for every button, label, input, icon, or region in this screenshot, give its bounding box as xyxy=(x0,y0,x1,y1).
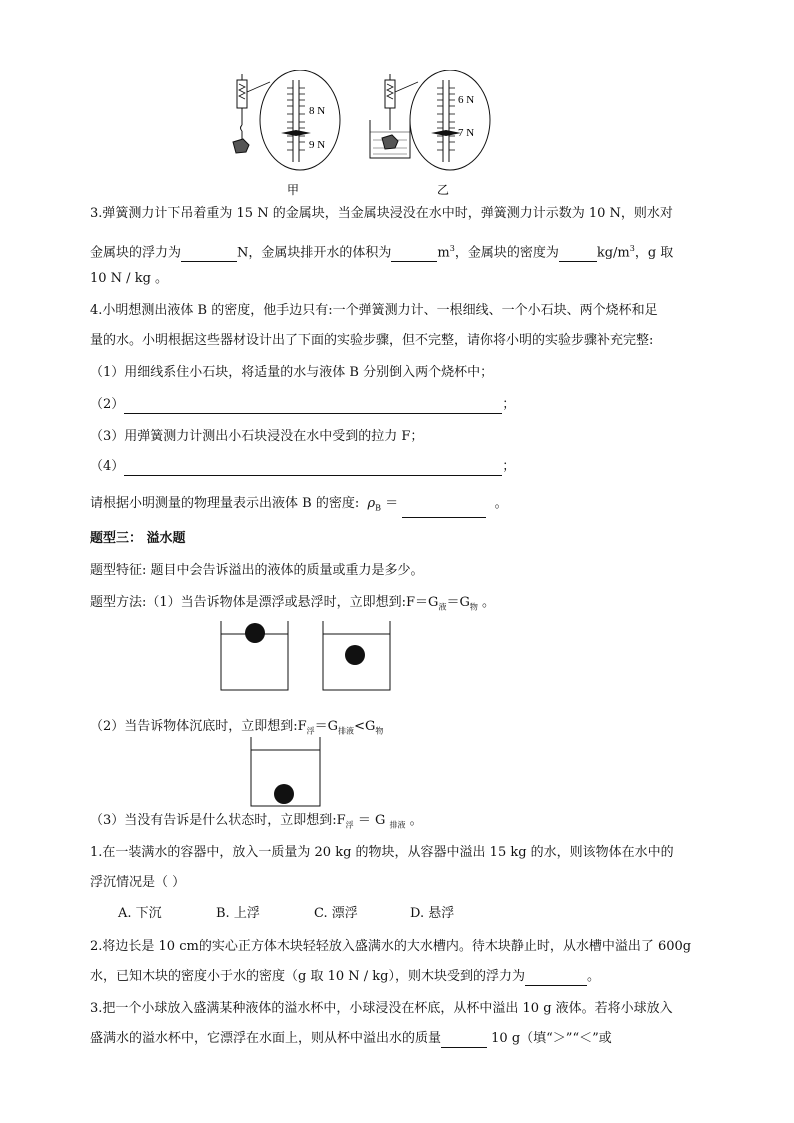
scale-left-9n: 9 N xyxy=(309,139,326,151)
q4-answer-line: 请根据小明测量的物理量表示出液体 B 的密度: $\rho_B$ ＝ 。 xyxy=(90,495,508,518)
q4-step2: （2） ； xyxy=(90,397,516,412)
stone-right xyxy=(382,135,398,149)
label-jia: 甲 xyxy=(287,183,300,197)
q3-line3: 10 N / kg 。 xyxy=(90,271,169,286)
container-floating xyxy=(220,620,290,692)
p2-line1: 2.将边长是 10 cm的实心正方体木块轻轻放入盛满水的大水槽内。待木块静止时，从水槽中溢出了 600g xyxy=(90,939,692,954)
option-a[interactable]: A. 下沉 xyxy=(118,906,162,921)
option-c[interactable]: C. 漂浮 xyxy=(314,906,358,921)
spring-scale-right xyxy=(385,80,395,108)
q4-line1: 4.小明想测出液体 B 的密度，他手边只有:一个弹簧测力计、一根细线、一个小石块、两个烧杯和足 xyxy=(90,303,658,318)
section-title: 题型三： 溢水题 xyxy=(90,531,186,546)
scale-right-7n: 7 N xyxy=(458,127,475,139)
ball-suspended xyxy=(345,645,365,665)
scale-right-6n: 6 N xyxy=(458,94,475,106)
q4-step4-blank[interactable] xyxy=(124,461,502,476)
pointer-left xyxy=(281,130,311,136)
pointer-right xyxy=(431,130,461,136)
section-method3: （3）当没有告诉是什么状态时，立即想到$:F_浮 = G$ $_{排液}$ 。 xyxy=(90,813,423,830)
label-yi: 乙 xyxy=(437,183,450,197)
zoom-ellipse-left xyxy=(260,70,340,170)
ball-floating xyxy=(245,623,265,643)
section-feature: 题型特征: 题目中会告诉溢出的液体的质量或重力是多少。 xyxy=(90,563,424,578)
section-method2: （2）当告诉物体沉底时，立即想到$:F_浮=G_{排液}<G_物$ xyxy=(90,719,384,736)
q3-line2: 金属块的浮力为 N，金属块排开水的体积为 $m^3$，金属块的密度为 $kg/m^3$，g 取 xyxy=(90,244,674,261)
stone-left xyxy=(233,139,249,153)
option-d[interactable]: D. 悬浮 xyxy=(410,906,455,921)
q3-blank-buoyancy[interactable] xyxy=(181,247,237,262)
container-suspended xyxy=(322,620,392,692)
container-sunk xyxy=(250,736,322,808)
q4-step1: （1）用细线系住小石块，将适量的水与液体 B 分别倒入两个烧杯中； xyxy=(90,365,494,380)
q4-step2-blank[interactable] xyxy=(124,399,502,414)
q4-step3: （3）用弹簧测力计测出小石块浸没在水中受到的拉力 F； xyxy=(90,429,424,444)
p1-options xyxy=(118,905,454,923)
q3-blank-density[interactable] xyxy=(559,247,597,262)
zoom-ellipse-right xyxy=(410,70,490,170)
section-method1: 题型方法:（1）当告诉物体是漂浮或悬浮时，立即想到$:F=G_液=G_物$ 。 xyxy=(90,595,495,612)
ball-sunk xyxy=(274,784,294,804)
p1-line1: 1.在一装满水的容器中，放入一质量为 20 kg 的物块，从容器中溢出 15 kg 的水，则该物体在水中的 xyxy=(90,845,674,860)
p1-line2: 浮沉情况是（ ） xyxy=(90,875,186,890)
q4-density-blank[interactable] xyxy=(402,503,486,518)
option-b[interactable]: B. 上浮 xyxy=(216,906,260,921)
p3-line2: 盛满水的溢水杯中，它漂浮在水面上，则从杯中溢出水的质量 10 g（填“＞”“＜”或 xyxy=(90,1031,612,1046)
q3-line1: 3.弹簧测力计下吊着重为 15 N 的金属块，当金属块浸没在水中时，弹簧测力计示数为 10 N，则水对 xyxy=(90,206,673,221)
p3-line1: 3.把一个小球放入盛满某种液体的溢水杯中，小球浸没在杯底，从杯中溢出 10 g 液体。若将小球放入 xyxy=(90,1001,673,1016)
spring-scale-figure xyxy=(225,70,505,200)
p2-line2: 水，已知木块的密度小于水的密度（g 取 10 N / kg），则木块受到的浮力为 。 xyxy=(90,969,600,984)
q4-line2: 量的水。小明根据这些器材设计出了下面的实验步骤，但不完整，请你将小明的实验步骤补充完整: xyxy=(90,333,654,348)
p3-blank[interactable] xyxy=(441,1033,487,1048)
scale-left-8n: 8 N xyxy=(309,105,326,117)
p2-blank[interactable] xyxy=(525,971,587,986)
q3-blank-volume[interactable] xyxy=(391,247,437,262)
q4-step4: （4） ； xyxy=(90,459,516,474)
spring-scale-left xyxy=(237,80,247,108)
